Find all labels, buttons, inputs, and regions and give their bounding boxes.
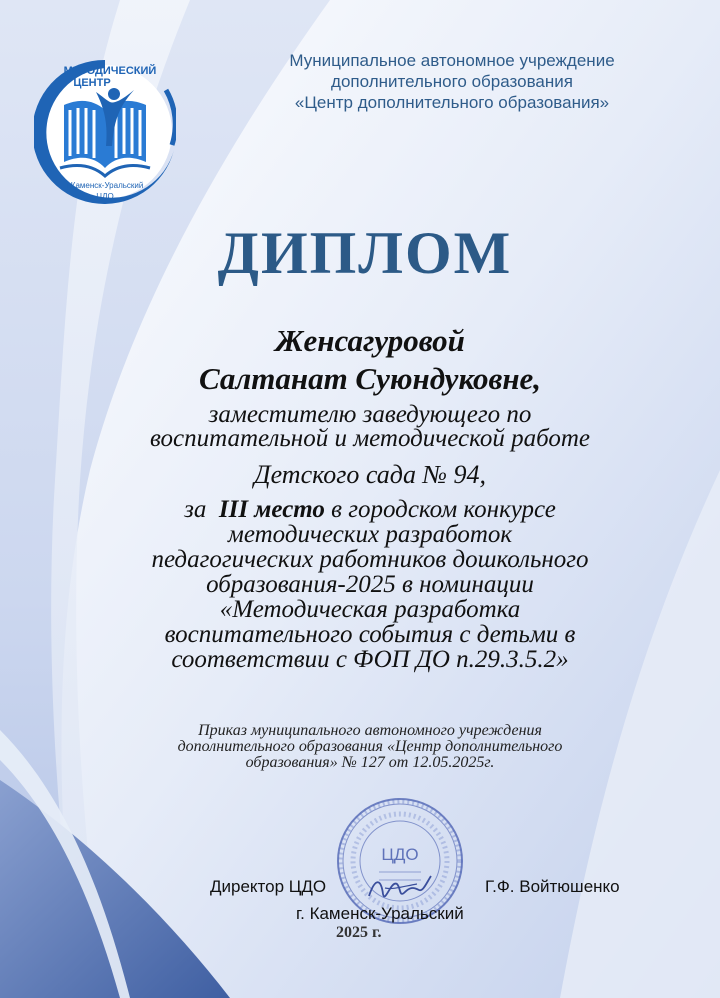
signature-icon (365, 868, 435, 908)
award-line: образования-2025 в номинации (206, 571, 534, 598)
award-line: педагогических работников дошкольного (151, 546, 589, 573)
svg-text:ЦДО: ЦДО (96, 192, 114, 201)
award-prefix: за (184, 496, 207, 523)
org-line-2: дополнительного образования (331, 72, 573, 91)
award-line-1-rest: в городском конкурсе (324, 496, 556, 523)
award-line-1 (60, 497, 680, 522)
recipient-name (100, 322, 640, 398)
director-label: Директор ЦДО (210, 877, 327, 896)
award-line: воспитательного события с детьми в (164, 621, 576, 648)
order-line-2: дополнительного образования «Центр дополнительного (177, 738, 563, 755)
award-place: III место (218, 496, 325, 523)
year: 2025 г. (336, 924, 382, 941)
svg-text:ЦЕНТР: ЦЕНТР (73, 77, 111, 89)
org-line-3: «Центр дополнительного образования» (294, 93, 610, 112)
recipient-given-name: Салтанат Суюндуковне, (198, 361, 542, 396)
recipient-surname: Женсагуровой (275, 323, 465, 358)
position-line-2: воспитательной и методической работе (150, 425, 590, 452)
svg-text:г.Каменск-Уральский: г.Каменск-Уральский (66, 181, 144, 190)
award-line: методических разработок (227, 521, 513, 548)
director-name: Г.Ф. Войтюшенко (485, 877, 620, 896)
diploma-title: ДИПЛОМ (217, 220, 513, 286)
award-text (60, 403, 680, 672)
order-line-1: Приказ муниципального автономного учреждения (198, 722, 542, 739)
award-line: соответствии с ФОП ДО п.29.3.5.2» (171, 646, 569, 673)
methodical-center-logo (34, 50, 176, 214)
svg-text:ЦДО: ЦДО (381, 845, 419, 864)
order-reference (80, 723, 660, 771)
svg-text:МЕТОДИЧЕСКИЙ: МЕТОДИЧЕСКИЙ (63, 65, 157, 77)
organization-header (222, 50, 682, 113)
award-line: «Методическая разработка (219, 596, 521, 623)
org-line-1: Муниципальное автономное учреждение (289, 51, 615, 70)
order-line-3: образования» № 127 от 12.05.2025г. (245, 754, 495, 771)
position-line-1: заместителю заведующего по (208, 401, 532, 428)
city: г. Каменск-Уральский (296, 904, 464, 923)
institution: Детского сада № 94, (254, 460, 486, 489)
